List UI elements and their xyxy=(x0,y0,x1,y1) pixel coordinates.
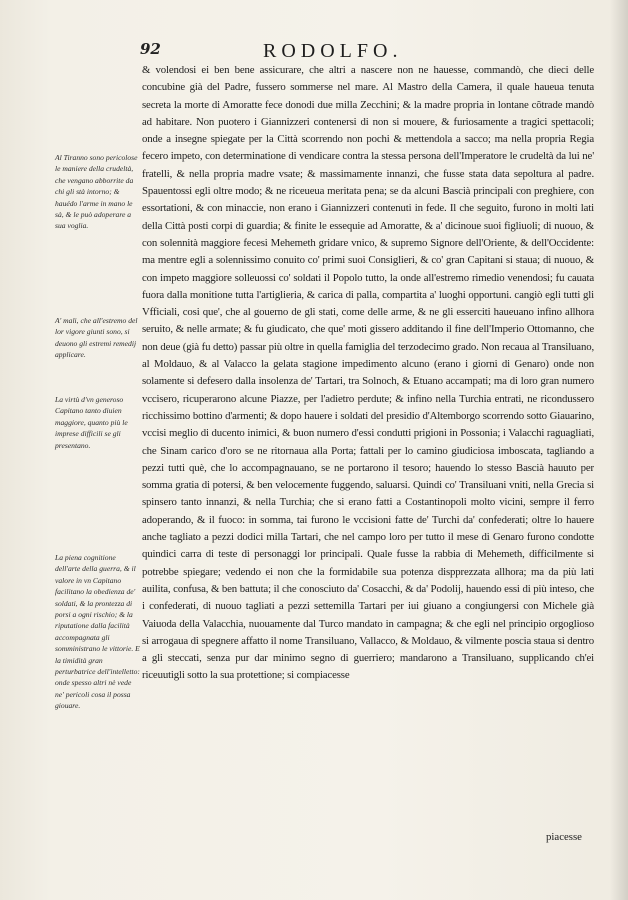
page-number: 92 xyxy=(140,40,161,58)
margin-note: La virtù d'vn generoso Capitano tanto diuien maggiore, quanto più le imprese difficili se gli presentano. xyxy=(55,395,128,450)
running-title: RODOLFO. xyxy=(263,40,403,62)
main-body-text: & volendosi ei ben bene assicurare, che altri a nascere non ne hauesse, commandò, che dieci delle concubine già del Padre, fussero sommerse nel mare. Al Mastro della Camera, il quale haueua tenuta secreta la morte di Amoratte fece donodi due milla Zecchini; & la madre propria in lontane cõtrade mandò ad habitare. Non puotero i Giannizzeri contenersi di non si mouere, & furiosamente a tragici spettacoli; onde a insegne spiegate per la Città scorrendo non pochi & mettendola a sacco; ma nella propria Regia fecero impeto, con determinatione di vendicare contra la stessa persona dell'Imperatore le crudeltà da lui ne' fratelli, & nella propria madre vsate; & massimamente innanzi, che fusse stata data sepoltura al padre. Spauentossi egli oltre modo; & ne riceueua meritata pena; se da alcuni Bascià principali con preghiere, con essortationi, & con minaccie, non erano i Giannizzeri contenuti in fede. Il che seguito, furono in molti lati della Città posti corpi di guardia; & finite le essequie ad Amoratte, & a' dicinoue suoi figliuoli; di nuouo, & con solennità maggiore fecesi Mehemeth gridare vnico, & supremo Signore dell'Oriente, & dell'Occidente: ma mentre egli a solennissimo conuito co' primi suoi Consiglieri, & co' gran Capitani si staua; di nuouo, & con impeto maggiore solleuossi co' soldati il Popolo tutto, la onde all'estremo rimedio venendosi; fu cauata fuora dalla monitione tutta l'artiglieria, & carica di palla, compartita a' luoghi opportuni. cangiò egli tutti gli Vfficiali, cosi que', che al gouerno de gli stati, come delle arme, & ne gli esserciti haueuano infino allhora seruito, & nelle armate; & fu giudicato, che que' moti gissero additando il fine dell'Imperio Ottomanno, che non deue (già fu detto) passar più oltre in quella famiglia del terzodecimo grado. Non recaua al Transiluano, al Moldauo, & al Valacco la gelata stagione impedimento alcuno (erano i giorni di Genaro) onde non solamente si defesero dalla insolenza de' Tartari, tra Solnoch, & Etuano accampati; ma di loro gran numero vccisero, ricuperarono alcune Piazze, per l'adietro perdute; & infino nella Turchia entrati, ne ricondussero ricchissimo bottino d'armenti; & dopo hauere i soldati del presidio d'Altemborgo scorrendo sotto Giauarino, vccisi meglio di ducento inimici, & buon numero d'essi condutti prigioni in Possonia; i Valacchi raguagliati, che Sinam carico d'oro se ne ritornaua alla Porta; fattali per lo camino giudiciosa imboscata, tagliando a pezzi tutti què, che lo accompagnauano, se ne portarono il tesoro; hauendo lo stesso Bascià hauuto per somma gratia di potersi, & ben velocemente fuggendo, saluarsi. Quindi co' Transiluani vniti, nella Grecia si spinsero tanto innanzi, & nella Turchia; che si erano fatti a Costantinopoli molto vicini, sempre il ferro adoperando, & il fuoco: in somma, tai furono le vccisioni fatte de' Turchi da' confederati; oltre lo hauere anche tagliato a pezzi dodici milla Tartari, che nel campo loro per tutto il mese di Genaro furono condotte quindici carra di teste di personaggi lor principali. Quale fusse la rabbia di Mehemeth, difficilmente si potrebbe spiegare; vedendo ei non che la formidabile sua potenza dispprezzata allhora; ma da più lati auilita, confusa, & ben battuta; il che conosciuto da' Cosacchi, & da' Podolij, hauendo essi di più inteso, che i confederati, di nuouo tagliati a pezzi settemilla Tartari per iui giuano a congiungersi con Michele già Vaiuoda della Valacchia, nuouamente dal Turco mandato in campagna; & che egli nel principio orgoglioso si arrogaua di spegnere affatto il nome Transiluano, Vallacco, & Moldauo, & vilmente poscia staua si dentro a gli steccati, senza pur dar minimo segno di guerriero; mandarono a Transiluano, supplicando ch'ei riceuutigli sotto la sua protettione; si compiacesse xyxy=(142,64,594,682)
catchword: piacesse xyxy=(546,831,582,843)
margin-note: A' mali, che all'estremo del lor vigore giunti sono, si deuono gli estremi remedij applicare. xyxy=(55,316,138,360)
margin-note: Al Tiranno sono pericolose le maniere della crudeltà, che vengano abborrite da chi gli stà intorno; & hauédo l'arme in mano le sà, & le può adoperare a sua voglia. xyxy=(55,153,138,231)
margin-note: La piena cognitione dell'arte della guerra, & il valore in vn Capitano facilitano la obedienza de' soldati, & la prontezza di porsi a ogni rischio; & la riputatione dalla facilità accompagnata gli somministrano le vittorie. E la timidità gran perturbatrice dell'intelletto: onde spesso altri nè vede ne' pericoli cosa il possa giouare. xyxy=(55,553,140,711)
